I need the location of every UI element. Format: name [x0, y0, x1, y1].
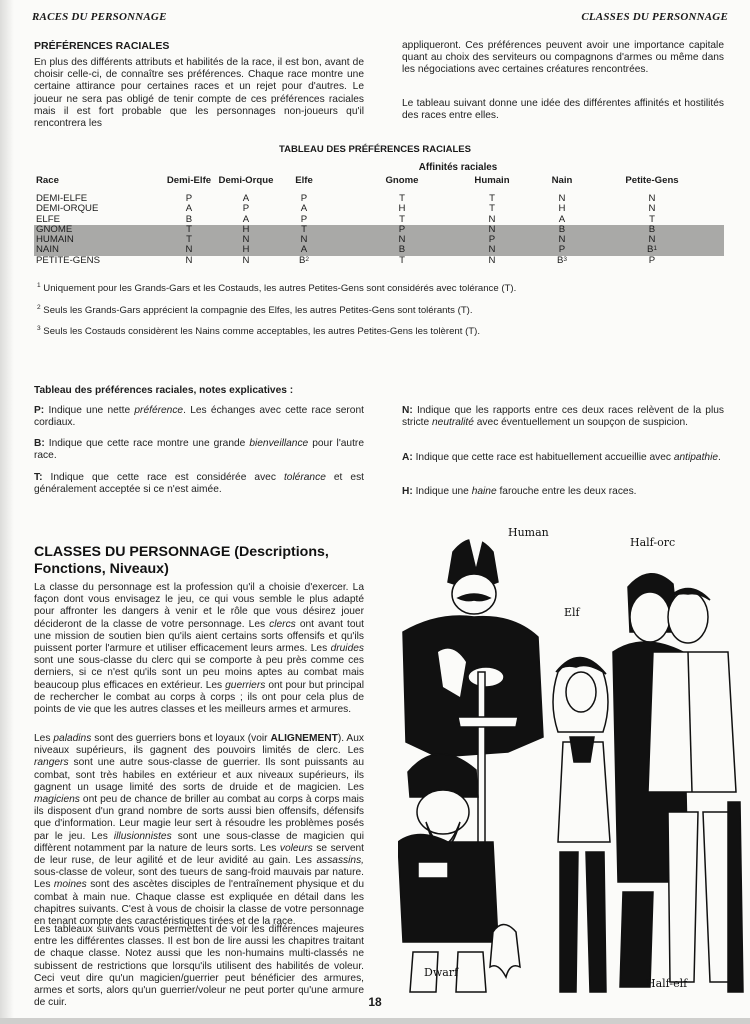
note-text: pour l'autre race. — [34, 438, 364, 462]
affinity-value: N — [648, 193, 656, 204]
label-elf: Elf — [564, 606, 580, 619]
race-cell: ELFE — [36, 213, 60, 225]
affinity-value: B — [556, 254, 564, 266]
note-text: farouche entre les deux races. — [496, 486, 637, 497]
text-segment: sont une sous-classe du clerc qui se comporte à peu près comme ces derniers, si ce n'est qu'ils sont un peu moins aptes au combat mais beaucoup plus efficaces en extérieur. Les — [34, 655, 364, 691]
affinity-value: N — [398, 234, 406, 246]
note-text: Indique que cette race est habituellement accueillie avec — [415, 452, 674, 463]
racial-preferences-heading: PRÉFÉRENCES RACIALES — [34, 40, 170, 52]
note-emphasis: antipathie — [673, 452, 719, 463]
racial-preferences-intro-right: appliqueront. Ces préférences peuvent avoir une importance capitale quant au choix des serviteurs ou compagnons d'armes ou même dans les négociations avec certaines créatures rencontrées. — [402, 40, 724, 76]
affinity-value: N — [558, 234, 566, 246]
footnote-text: Uniquement pour les Grands-Gars et les Costauds, les autres Petites-Gens sont considérés avec tolérance (T). — [43, 283, 517, 294]
table-row — [34, 245, 724, 255]
text-segment: ALIGNEMENT — [270, 733, 338, 744]
table-row — [34, 215, 724, 225]
affinity-value: P — [185, 193, 193, 204]
text-segment: moines — [53, 879, 87, 891]
affinity-value: T — [186, 223, 192, 235]
label-dwarf: Dwarf — [424, 966, 459, 979]
affinity-value: T — [649, 213, 655, 225]
footnote-text: Seuls les Grands-Gars apprécient la compagnie des Elfes, les autres Petites-Gens sont tolérants (T). — [43, 305, 473, 316]
affinity-value: P — [398, 223, 406, 235]
table-title: TABLEAU DES PRÉFÉRENCES RACIALES — [279, 144, 471, 155]
affinity-cell — [362, 256, 442, 266]
race-cell: GNOME — [36, 223, 73, 235]
label-human: Human — [508, 526, 549, 539]
footnote-3 — [37, 326, 480, 337]
column-header: Race — [36, 175, 59, 186]
affinity-value: N — [558, 193, 566, 204]
note-emphasis: neutralité — [432, 417, 474, 429]
note-key: N: — [402, 405, 413, 416]
note-text: avec éventuellement un soupçon de suspicion. — [473, 417, 689, 429]
notes-title: Tableau des préférences raciales, notes explicatives : — [34, 385, 294, 396]
racial-preferences-table — [34, 174, 724, 266]
note-key: P: — [34, 405, 45, 416]
affinity-value: T — [489, 193, 495, 204]
affinity-value: P — [558, 244, 566, 256]
racial-preferences-table-intro: Le tableau suivant donne une idée des différentes affinités et hostilités des races entre elles. — [402, 98, 724, 122]
affinity-value: T — [399, 254, 405, 266]
classes-paragraph-1 — [34, 582, 364, 716]
classes-section-title: CLASSES DU PERSONNAGE (Descriptions, Fonctions, Niveaux) — [34, 544, 329, 577]
column-header: Nain — [551, 175, 573, 186]
note-emphasis: préférence — [134, 405, 184, 416]
table-row — [34, 194, 724, 204]
text-segment: Les — [34, 733, 54, 744]
note-key: B: — [34, 438, 45, 449]
affinity-value: H — [398, 203, 406, 215]
affinity-value: N — [488, 254, 496, 266]
text-segment: ont pour but principal de rechercher le combat au corps à corps ; ils ont pour cela plus de points de vie que les autres classes et les meilleurs armes et armures. — [34, 679, 365, 716]
footnote-1 — [37, 283, 516, 294]
text-segment: sont une autre sous-classe de guerrier. Ils sont puissants au combat, sont très habiles en extérieur et aux niveaux supérieurs, ils gagnent un usage limité des sorts de druide et de magicien. Les — [34, 757, 364, 793]
table-row — [34, 225, 724, 235]
text-segment: ont peu de chance de briller au combat au corps à corps mais ils disposent d'un grand nombre de sorts aussi bien offensifs, défensifs que d'information. Leur magie leur sert à résoudre les problèmes posés par le jeu. Les — [34, 794, 364, 842]
column-header: Demi-Orque — [218, 175, 274, 186]
page-bottom-edge — [0, 1018, 750, 1024]
affinity-cell — [279, 256, 329, 266]
affinity-value: T — [399, 193, 405, 204]
note-text: Indique que cette race montre une grande — [48, 438, 250, 449]
affinity-value: P — [648, 254, 656, 266]
affinity-value: A — [300, 203, 308, 215]
affinity-cell — [452, 256, 532, 266]
affinity-value: A — [558, 213, 566, 225]
label-half-orc: Half-orc — [630, 536, 676, 549]
note-text: Indique que cette race est considérée avec — [50, 472, 284, 483]
footnote-ref: 1 — [653, 245, 658, 253]
affinity-cell — [602, 256, 702, 266]
page-number: 18 — [368, 995, 382, 1009]
affinity-value: N — [488, 213, 496, 225]
label-half-elf: Half-elf — [646, 977, 688, 990]
note-b — [34, 438, 364, 462]
affinity-value: P — [300, 193, 308, 204]
text-segment: clercs — [269, 618, 296, 630]
column-header: Petite-Gens — [625, 175, 679, 186]
affinity-value: N — [242, 234, 250, 246]
footnote-ref: 3 — [563, 255, 568, 263]
text-segment: druides — [330, 643, 364, 655]
text-segment: illusionnistes — [113, 830, 172, 842]
affinity-value: A — [185, 203, 193, 215]
text-segment: rangers — [34, 757, 69, 769]
text-segment: La classe du personnage est la profession qu'il a choisie d'exercer. La façon dont vous envisagez le jeu, ce qui vous semble le plus adapté pour affronter les dangers à venir et le rôle que vous désirez jouer décideront de la classe de votre personnage. Les — [34, 582, 364, 630]
note-a — [402, 452, 724, 464]
affinity-value: B — [648, 223, 656, 235]
footnote-mark: 2 — [37, 304, 41, 311]
note-emphasis: tolérance — [283, 472, 326, 483]
affinity-value: T — [489, 203, 495, 215]
affinity-value: B — [558, 223, 566, 235]
race-cell: PETITE-GENS — [36, 254, 100, 266]
race-cell: DEMI-ORQUE — [36, 203, 99, 215]
table-row — [34, 235, 724, 245]
affinity-value: B — [185, 213, 193, 225]
note-text: Indique une — [415, 486, 472, 497]
affinity-value: T — [186, 234, 192, 246]
note-h — [402, 486, 724, 498]
text-segment: voleurs — [279, 842, 313, 854]
footnote-text: Seuls les Costauds considèrent les Nains comme acceptables, les autres Petites-Gens les tolèrent (T). — [43, 326, 481, 337]
note-text: et est généralement acceptée si ce n'est aimée. — [34, 472, 365, 496]
race-cell: DEMI-ELFE — [36, 193, 88, 204]
affinity-value: N — [242, 254, 250, 266]
column-header: Humain — [474, 175, 510, 186]
affinity-value: H — [242, 223, 250, 235]
text-segment: sous-classe de voleur, sont des tueurs de sang-froid mauvais par nature. Les — [34, 867, 364, 891]
footnote-ref: 2 — [305, 255, 310, 263]
text-segment: guerriers — [225, 679, 266, 691]
race-cell: NAIN — [36, 244, 59, 256]
affinity-value: A — [242, 193, 250, 204]
affinity-cell — [206, 256, 286, 266]
affinity-value: B — [398, 244, 406, 256]
affinity-value: P — [300, 213, 308, 225]
character-races-illustration — [398, 522, 746, 1008]
footnote-mark: 3 — [37, 325, 41, 332]
affinity-value: N — [488, 244, 496, 256]
note-key: T: — [34, 472, 43, 483]
affinity-value: N — [648, 234, 656, 246]
note-text: . Les échanges avec cette race seront cordiaux. — [34, 405, 364, 429]
note-p — [34, 405, 364, 429]
classes-paragraph-3: Les tableaux suivants vous permettent de voir les différences majeures entre les différentes classes. Il est bon de lire aussi les chapitres traitant de chaque classe. Notez aussi que les non-humains multi-classés ne subissent de restrictions que lorsqu'ils utilisent des habilités de voleur. Ceci veut dire qu'un magicien/guerrier peut bénéficier des armures, armes et sorts, alors qu'un guerrier/voleur ne peut porter qu'une armure de cuir. — [34, 924, 364, 1009]
classes-paragraph-2 — [34, 733, 364, 928]
affinity-value: T — [399, 213, 405, 225]
affinity-value: N — [488, 223, 496, 235]
note-t — [34, 472, 364, 496]
table-body — [34, 194, 724, 266]
note-emphasis: haine — [471, 486, 497, 497]
running-head-right: CLASSES DU PERSONNAGE — [581, 11, 728, 23]
affinity-value: N — [185, 254, 193, 266]
illustration-drawing — [398, 522, 746, 1008]
race-cell: HUMAIN — [36, 234, 74, 246]
affinity-value: P — [242, 203, 250, 215]
affinity-value: H — [558, 203, 566, 215]
table-group-header: Affinités raciales — [418, 162, 498, 173]
text-segment: se servent de leur ruse, de leur agilité et de leur avidité au gain. Les — [34, 842, 364, 867]
affinity-value: N — [185, 244, 193, 256]
note-n — [402, 405, 724, 429]
note-key: H: — [402, 486, 413, 497]
affinity-value: N — [300, 234, 308, 246]
table-header-row — [34, 174, 724, 188]
running-head-left: RACES DU PERSONNAGE — [32, 11, 167, 23]
text-segment: paladins — [53, 733, 92, 744]
footnote-2 — [37, 305, 473, 316]
text-segment: sont des ascètes disciples de l'entraînement physique et du combat à main nue. Chaque classe est expliquée en détail dans les chapitres suivants. C'est à vous de choisir la classe de votre personnage en tenant compte des caractéristiques tirées et de la race. — [34, 879, 364, 928]
note-text: Indique une nette — [48, 405, 135, 416]
note-text: . — [718, 452, 721, 463]
table-row — [34, 256, 724, 266]
footnote-mark: 1 — [37, 282, 41, 289]
text-segment: sont des guerriers bons et loyaux (voir — [91, 733, 271, 744]
text-segment: sont une sous-classe de magicien qui diffèrent notamment par la nature de leurs sorts. Les — [34, 830, 364, 854]
note-key: A: — [402, 452, 413, 463]
column-header: Gnome — [385, 175, 419, 186]
text-segment: ont avant tout une mission de soutien bien qu'ils aient certains sorts offensifs et qu'ils puissent porter l'armure et utiliser efficacement leurs armes. Les — [34, 618, 364, 655]
affinity-value: T — [301, 223, 307, 235]
affinity-value: H — [242, 244, 250, 256]
affinity-value: A — [300, 244, 308, 256]
affinity-value: P — [488, 234, 496, 246]
note-emphasis: bienveillance — [249, 438, 309, 449]
affinity-value: A — [242, 213, 250, 225]
column-header: Elfe — [295, 175, 313, 186]
affinity-cell — [522, 256, 602, 266]
racial-preferences-intro-left: En plus des différents attributs et habilités de la race, il est bon, avant de choisir celle-ci, de connaître ses préférences. Chaque race montre une certaine attirance pour certaines races et un rejet pour d'autres. Le joueur ne sera pas obligé de tenir compte de ces préférences raciales mais il est fort probable que les personnages non-joueurs qu'il rencontrera les — [34, 57, 364, 130]
affinity-value: B — [646, 244, 654, 256]
affinity-value: N — [648, 203, 656, 215]
column-header: Demi-Elfe — [166, 175, 212, 186]
affinity-value: B — [298, 254, 306, 266]
text-segment: assassins, — [316, 855, 364, 867]
table-row — [34, 204, 724, 214]
text-segment: ). Aux niveaux supérieurs, ils gagnent des pouvoirs limités de clerc. Les — [34, 733, 364, 757]
note-text: Indique que les rapports entre ces deux races relèvent de la plus stricte — [402, 405, 724, 429]
text-segment: magiciens — [34, 794, 80, 806]
